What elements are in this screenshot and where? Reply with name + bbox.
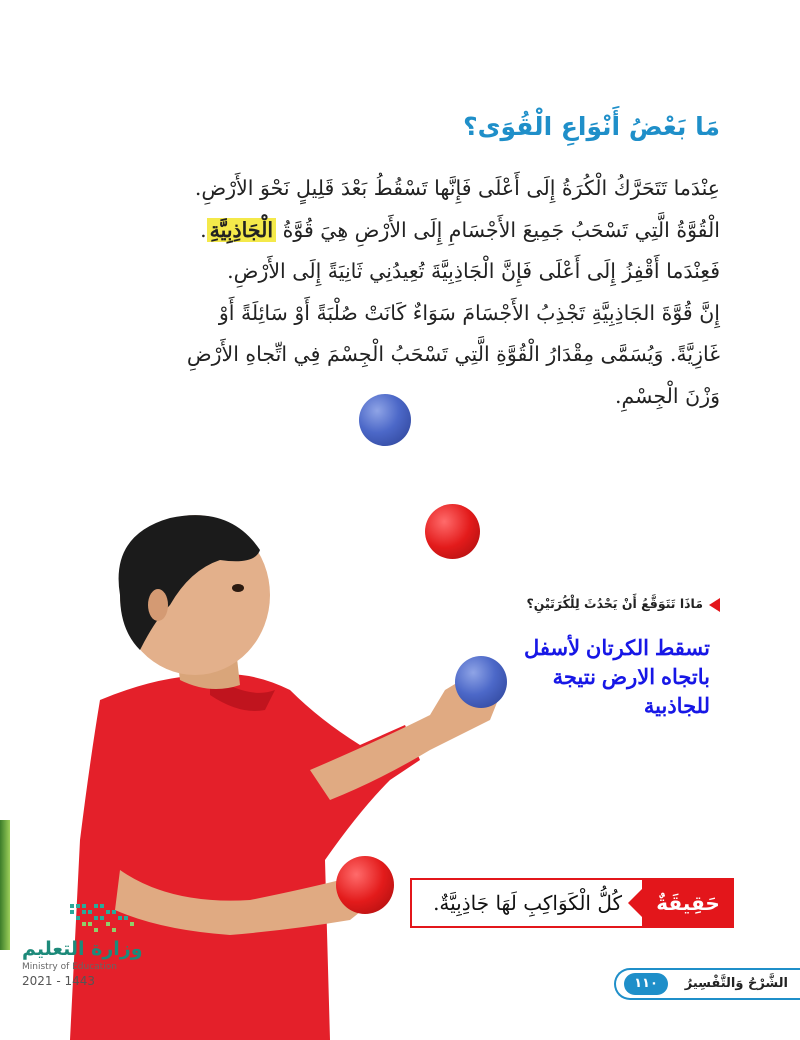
highlighted-term-gravity: الْجَاذِبِيَّةِ [207,218,276,242]
fact-tag: حَقِيقَةٌ [642,878,734,928]
section-heading: مَا بَعْضُ أَنْوَاعِ الْقُوَى؟ [463,112,720,141]
ministry-logo-dots-icon [10,900,170,940]
answer-line-2: باتجاه الارض نتيجة [552,666,710,689]
ministry-logo-arabic: وزارة التعليم [22,938,143,960]
footer-bar [614,968,800,1000]
triangle-pointer-icon [709,598,720,612]
answer-line-3: للجاذبية [643,695,710,718]
fact-box [410,878,734,928]
paragraph-line-5: غَازِيَّةً. وَيُسَمَّى مِقْدَارُ الْقُوَّةِ الَّتِي تَسْحَبُ الْجِسْمَ فِي اتِّجاهِ الأَرْضِ [186,342,720,366]
footer-section-label: الشَّرْحُ وَالتَّفْسِيرُ [684,976,788,991]
blue-ball-top [359,394,411,446]
paragraph-line-6: وَزْنَ الْجِسْمِ. [615,383,720,408]
ministry-logo-english: Ministry of Education [22,962,117,972]
answer-line-1: تسقط الكرتان لأسفل [524,637,710,660]
paragraph-line-2 [80,210,720,252]
answer-text [460,634,710,721]
paragraph-line-3: فَعِنْدَما أَقْفِزُ إِلَى أَعْلَى فَإِنَّ الْجَاذِبِيَّةَ تُعِيدُنِي ثَانِيَةً إِلَى الأَرْضِ. [227,259,720,283]
red-ball-in-hand [336,856,394,914]
body-paragraph [80,168,720,417]
ministry-logo-year: 2021 - 1443 [22,974,96,988]
question-text: مَاذَا تَتَوَقَّعُ أَنْ يَحْدُثَ لِلْكُرَتَيْنِ؟ [526,596,703,611]
question-prompt [500,596,720,612]
paragraph-line-1: عِنْدَما تَتَحَرَّكُ الْكُرَةُ إِلَى أَعْلَى فَإِنَّها تَسْقُطُ بَعْدَ قَلِيلٍ نَحْوَ الأَرْضِ. [194,176,720,200]
paragraph-line-4: إِنَّ قُوَّةَ الجَاذِبِيَّةِ تَجْذِبُ الأَجْسَامَ سَوَاءٌ كَانَتْ صُلْبَةً أَوْ سَائِلَةً أَوْ [218,300,720,325]
leaf-edge-decoration [0,820,10,950]
paragraph-line-2-end: . [200,217,207,242]
page-number: ١١٠ [624,973,668,995]
ministry-logo [10,900,170,990]
paragraph-line-2-text: الْقُوَّةُ الَّتِي تَسْحَبُ جَمِيعَ الأَجْسَامِ إِلَى الأَرْضِ هِيَ قُوَّةُ [282,217,720,242]
fact-text: كُلُّ الْكَوَاكِبِ لَهَا جَاذِبِيَّةٌ. [433,891,622,915]
